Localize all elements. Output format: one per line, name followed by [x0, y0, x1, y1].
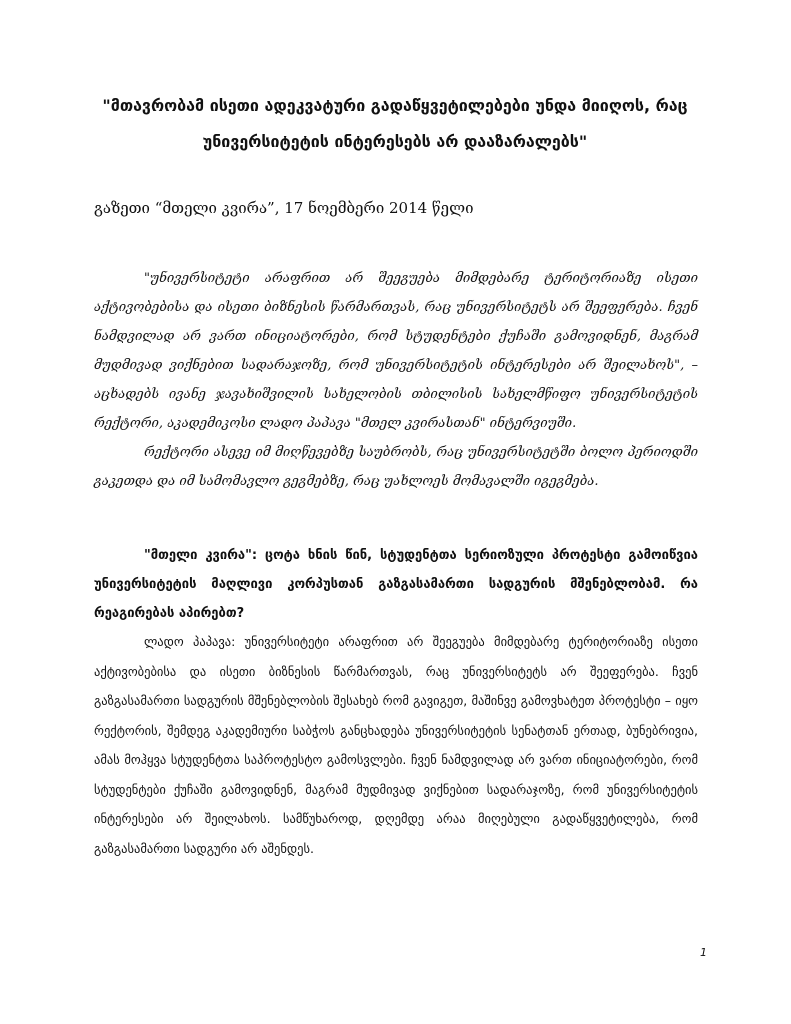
article-title: "მთავრობამ ისეთი ადეკვატური გადაწყვეტილებები უნდა მიიღოს, რაც უნივერსიტეტის ინტერესებს არ დააზარალებს": [102, 96, 688, 151]
rector-quote: [94, 264, 698, 496]
interview-answer: ლადო პაპავა: უნივერსიტეტი არაფრით არ შეეგუება მიმდებარე ტერიტორიაზე ისეთი აქტივობებისა და ისეთი ბიზნესის წარმართვას, რაც უნივერსიტეტს არ შეეფერება. ჩვენ გაზგასამართი სადგურის მშენებლობის შესახებ რომ გავიგეთ, მაშინვე გამოვხატეთ პროტესტი – იყო რექტორის, შემდეგ აკადემიური საბჭოს განცხადება უნივერსიტეტის სენატთან ერთად, ბუნებრივია, ამას მოჰყვა სტუდენტთა საპროტესტო გამოსვლები. ჩვენ ნამდვილად არ ვართ ინიციატორები, რომ სტუდენტები ქუჩაში გამოვიდნენ, მაგრამ მუდმივად ვიქნებით სადარაჯოზე, რომ უნივერსიტეტის ინტერესები არ შეილახოს. სამწუხაროდ, დღემდე არაა მიღებული გადაწყვეტილება, რომ გაზგასამართი სადგური არ აშენდეს.: [94, 634, 698, 856]
page-number: 1: [700, 946, 707, 959]
quote-paragraph: რექტორი ასევე იმ მიღწევებზე საუბრობს, რაც უნივერსიტეტში ბოლო პერიოდში გაკეთდა და იმ სამომავლო გეგმებზე, რაც უახლოეს მომავალში იგეგმება.: [94, 445, 698, 489]
quote-paragraph: "უნივერსიტეტი არაფრით არ შეეგუება მიმდებარე ტერიტორიაზე ისეთი აქტივობებისა და ისეთი ბიზნესის წარმართვას, რაც უნივერსიტეტს არ შეეფერება. ჩვენ ნამდვილად არ ვართ ინიციატორები, რომ სტუდენტები ქუჩაში გამოვიდნენ, მაგრამ მუდმივად ვიქნებით სადარაჯოზე, რომ უნივერსიტეტის ინტერესები არ შეილახოს", – აცხადებს ივანე ჯავახიშვილის სახელობის თბილისის სახელმწიფო უნივერსიტეტის რექტორი, აკადემიკოსი ლადო პაპავა "მთელ კვირასთან" ინტერვიუში.: [94, 271, 698, 431]
article-source-line: გაზეთი “მთელი კვირა”, 17 ნოემბერი 2014 წელი: [94, 199, 474, 217]
interview-question: "მთელი კვირა": ცოტა ხნის წინ, სტუდენტთა სერიოზული პროტესტი გამოიწვია უნივერსიტეტის მაღლივი კორპუსთან გაზგასამართი სადგურის მშენებლობამ. რა რეაგირებას აპირებთ?: [94, 548, 698, 621]
